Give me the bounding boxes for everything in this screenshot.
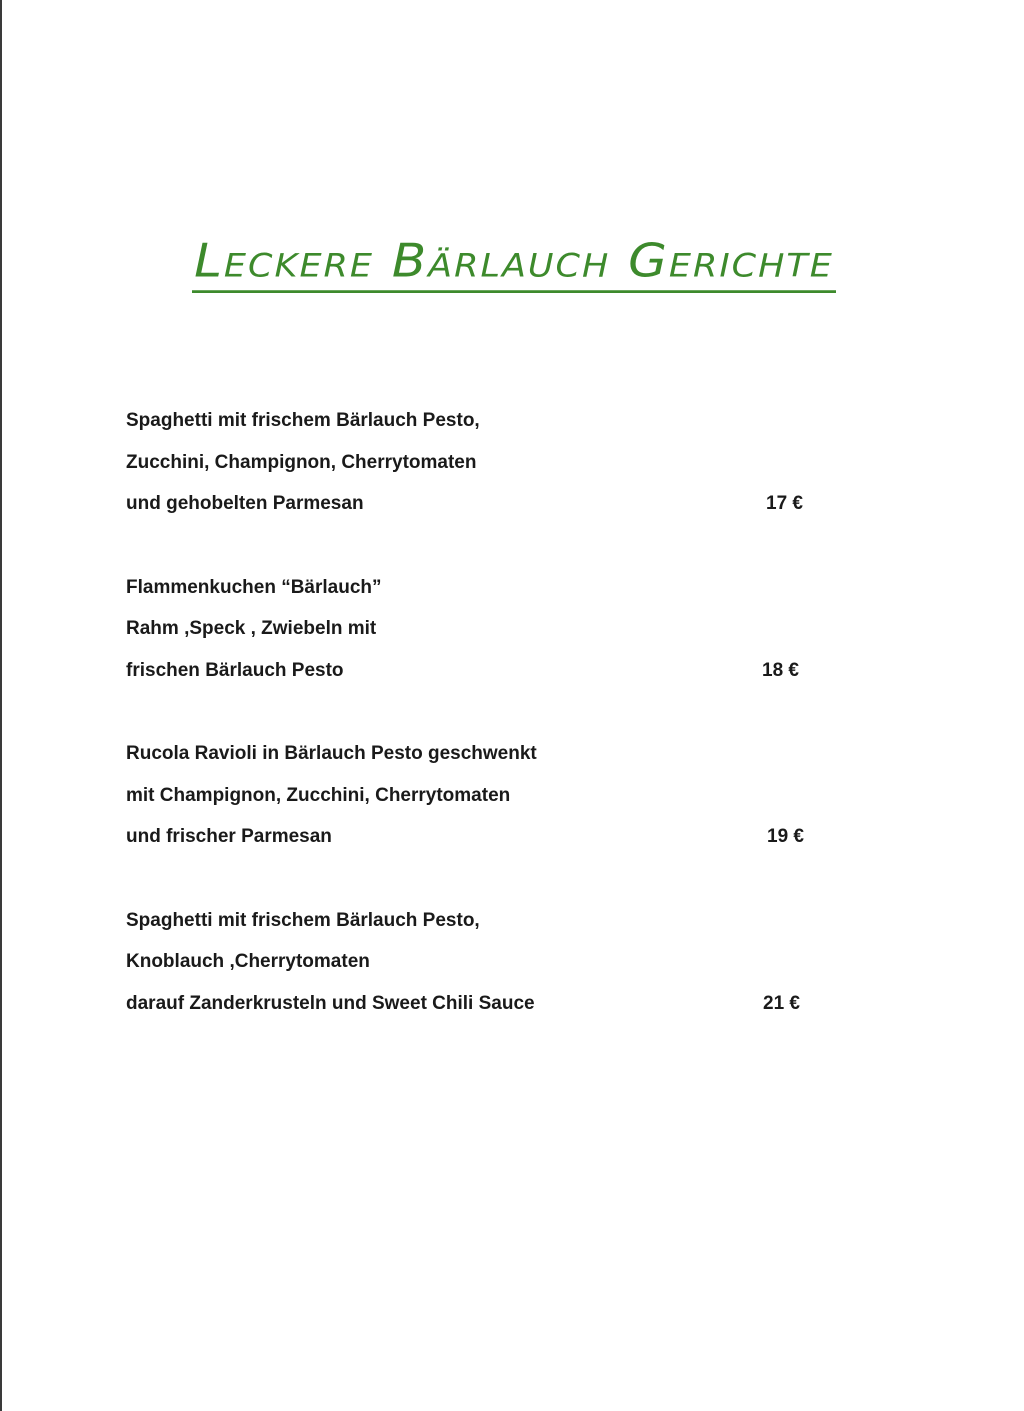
dish-description-line: und gehobelten Parmesan	[126, 493, 364, 514]
dish-item-1	[126, 400, 826, 525]
menu-title	[2, 228, 1024, 293]
dish-description-line: Knoblauch ,Cherrytomaten	[126, 951, 370, 972]
dish-description-line: darauf Zanderkrusteln und Sweet Chili Sauce	[126, 992, 535, 1014]
dish-price: 18 €	[762, 659, 799, 681]
dish-description-line: Rahm ,Speck , Zwiebeln mit	[126, 618, 377, 639]
dish-description-line: frischen Bärlauch Pesto	[126, 659, 344, 681]
dish-description-line: Zucchini, Champignon, Cherrytomaten	[126, 451, 477, 473]
dish-description-line: und frischer Parmesan	[126, 826, 332, 847]
dish-description-line: Flammenkuchen “Bärlauch”	[126, 576, 382, 598]
dish-price: 19 €	[767, 826, 804, 847]
dish-item-3	[126, 733, 826, 858]
menu-title-text: Leckere Bärlauch Gerichte	[192, 233, 836, 293]
dish-description-line: Rucola Ravioli in Bärlauch Pesto geschwenkt	[126, 743, 537, 764]
dish-list	[126, 400, 826, 1066]
dish-description-line: mit Champignon, Zucchini, Cherrytomaten	[126, 784, 511, 806]
dish-price: 21 €	[763, 992, 800, 1014]
dish-description-line: Spaghetti mit frischem Bärlauch Pesto,	[126, 410, 480, 431]
dish-description-line: Spaghetti mit frischem Bärlauch Pesto,	[126, 909, 480, 931]
dish-item-2	[126, 567, 826, 692]
dish-item-4	[126, 900, 826, 1025]
dish-price: 17 €	[766, 493, 803, 514]
